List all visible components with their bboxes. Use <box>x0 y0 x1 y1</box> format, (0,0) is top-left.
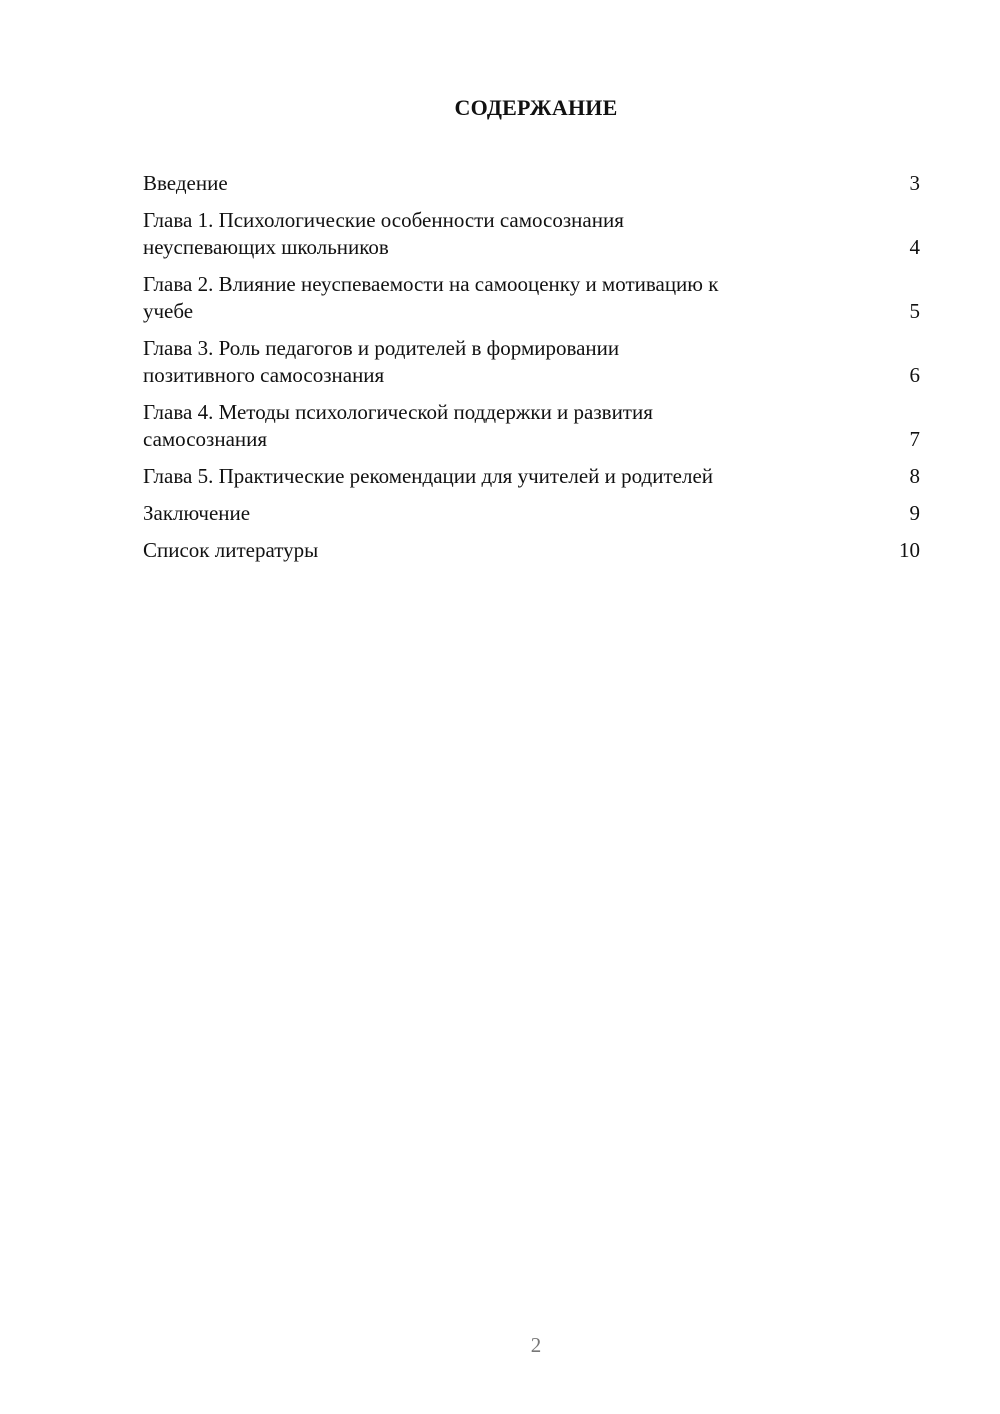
toc-entry-text <box>143 463 890 490</box>
toc-entry-line: учебе <box>143 299 194 323</box>
toc-entry <box>143 335 920 389</box>
toc-page-number: 4 <box>909 235 920 259</box>
toc-entry-line: Глава 5. Практические рекомендации для учителей и родителей <box>143 464 714 488</box>
toc-entry-line: Глава 3. Роль педагогов и родителей в формировании <box>143 336 620 360</box>
toc-title: СОДЕРЖАНИЕ <box>454 95 618 120</box>
toc-entry <box>143 207 920 261</box>
page-number: 2 <box>530 1333 542 1357</box>
toc-entry-text <box>143 207 890 261</box>
toc-entry-line: неуспевающих школьников <box>143 235 389 259</box>
toc-page-number: 6 <box>909 363 920 387</box>
toc-entry-line: Глава 4. Методы психологической поддержки и развития <box>143 400 653 424</box>
toc-entry <box>143 500 920 527</box>
toc-entry <box>143 271 920 325</box>
toc-page-number: 7 <box>909 427 920 451</box>
toc-entry-text <box>143 537 890 564</box>
toc-entry-line: Введение <box>143 171 228 195</box>
toc-entry-text <box>143 335 890 389</box>
toc-page-number: 9 <box>909 501 920 525</box>
toc-entry-line: Список литературы <box>143 538 319 562</box>
toc-entry-line: позитивного самосознания <box>143 363 385 387</box>
toc-entry-text <box>143 399 890 453</box>
toc-entry <box>143 399 920 453</box>
toc-entry <box>143 537 920 564</box>
toc-entry-text <box>143 170 890 197</box>
toc-entry <box>143 170 920 197</box>
toc-entry-line: Глава 2. Влияние неуспеваемости на самооценку и мотивацию к <box>143 272 719 296</box>
toc-entry-text <box>143 500 890 527</box>
toc-page-number: 5 <box>909 299 920 323</box>
toc-entry <box>143 463 920 490</box>
table-of-contents <box>143 170 920 574</box>
toc-page-number: 3 <box>909 171 920 195</box>
toc-page-number: 8 <box>909 464 920 488</box>
toc-entry-line: Глава 1. Психологические особенности самосознания <box>143 208 624 232</box>
toc-entry-text <box>143 271 890 325</box>
toc-page-number: 10 <box>899 538 920 562</box>
toc-entry-line: Заключение <box>143 501 251 525</box>
toc-entry-line: самосознания <box>143 427 268 451</box>
